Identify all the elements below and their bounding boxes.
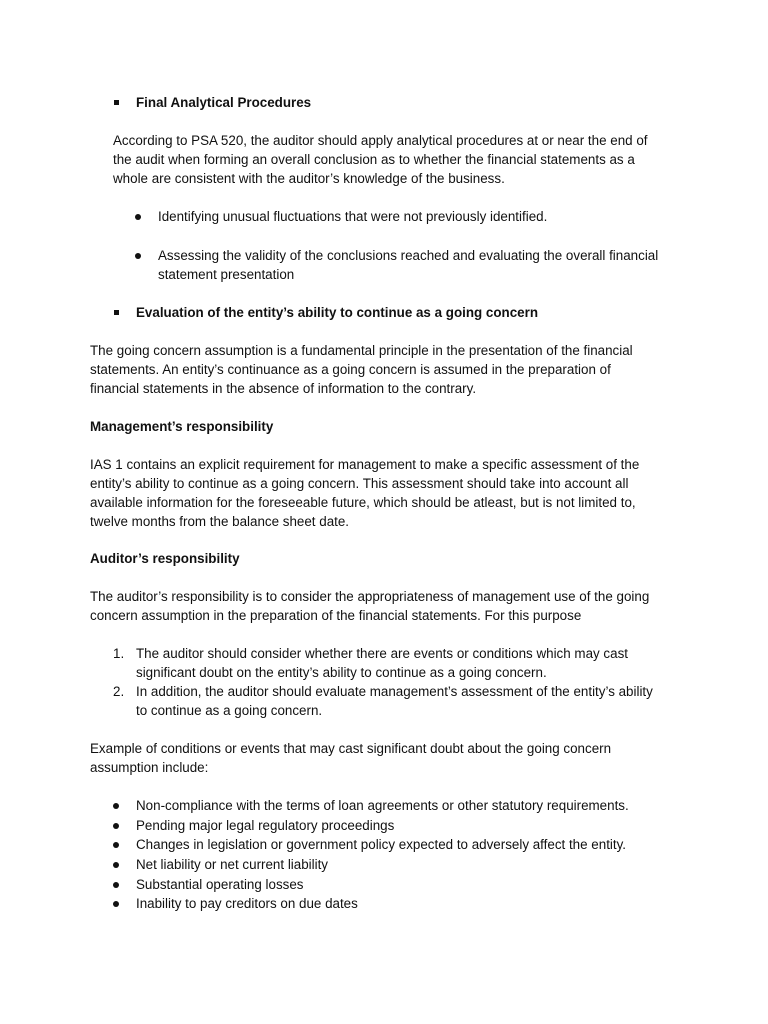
paragraph-line: According to PSA 520, the auditor should apply analytical procedures at or near the end of [113,133,648,148]
paragraph-line: Example of conditions or events that may cast significant doubt about the going concern [90,741,612,756]
list-number: 2. [113,684,125,699]
list-item: Net liability or net current liability [136,857,329,872]
square-bullet-icon [114,310,119,315]
square-bullet-icon [114,100,119,105]
bullet-item-line: statement presentation [158,267,295,282]
section-heading-going-concern: Evaluation of the entity’s ability to continue as a going concern [136,305,539,320]
paragraph-line: assumption include: [90,760,209,775]
numbered-item-line: The auditor should consider whether there are events or conditions which may cast [136,646,628,661]
list-item: Pending major legal regulatory proceedings [136,818,395,833]
round-bullet-icon [135,214,141,220]
round-bullet-icon [135,253,141,259]
paragraph-line: statements. An entity’s continuance as a going concern is assumed in the preparation of [90,362,611,377]
list-number: 1. [113,646,125,661]
paragraph-line: the audit when forming an overall conclusion as to whether the financial statements as a [113,152,635,167]
paragraph-line: entity’s ability to continue as a going concern. This assessment should take into account all [90,476,629,491]
numbered-item-line: to continue as a going concern. [136,703,323,718]
paragraph-line: financial statements in the absence of information to the contrary. [90,381,477,396]
paragraph-line: The going concern assumption is a fundamental principle in the presentation of the financial [90,343,633,358]
round-bullet-icon [113,842,119,848]
paragraph-line: available information for the foreseeable future, which should be atleast, but is not limited to, [90,495,636,510]
list-item: Inability to pay creditors on due dates [136,896,358,911]
round-bullet-icon [113,823,119,829]
paragraph-line: The auditor’s responsibility is to consider the appropriateness of management use of the going [90,589,650,604]
paragraph-line: whole are consistent with the auditor’s knowledge of the business. [113,171,505,186]
round-bullet-icon [113,882,119,888]
management-heading: Management’s responsibility [90,419,274,434]
bullet-item-line: Identifying unusual fluctuations that were not previously identified. [158,209,548,224]
numbered-item-line: significant doubt on the entity’s ability to continue as a going concern. [136,665,547,680]
list-item: Substantial operating losses [136,877,304,892]
round-bullet-icon [113,862,119,868]
list-item: Changes in legislation or government policy expected to adversely affect the entity. [136,837,627,852]
round-bullet-icon [113,803,119,809]
list-item: Non-compliance with the terms of loan agreements or other statutory requirements. [136,798,629,813]
paragraph-line: concern assumption in the preparation of the financial statements. For this purpose [90,608,582,623]
numbered-item-line: In addition, the auditor should evaluate management’s assessment of the entity’s ability [136,684,653,699]
paragraph-line: twelve months from the balance sheet date. [90,514,350,529]
auditor-heading: Auditor’s responsibility [90,551,240,566]
paragraph-line: IAS 1 contains an explicit requirement for management to make a specific assessment of the [90,457,640,472]
section-heading-final-analytical: Final Analytical Procedures [136,95,312,110]
bullet-item-line: Assessing the validity of the conclusions reached and evaluating the overall financial [158,248,659,263]
round-bullet-icon [113,901,119,907]
